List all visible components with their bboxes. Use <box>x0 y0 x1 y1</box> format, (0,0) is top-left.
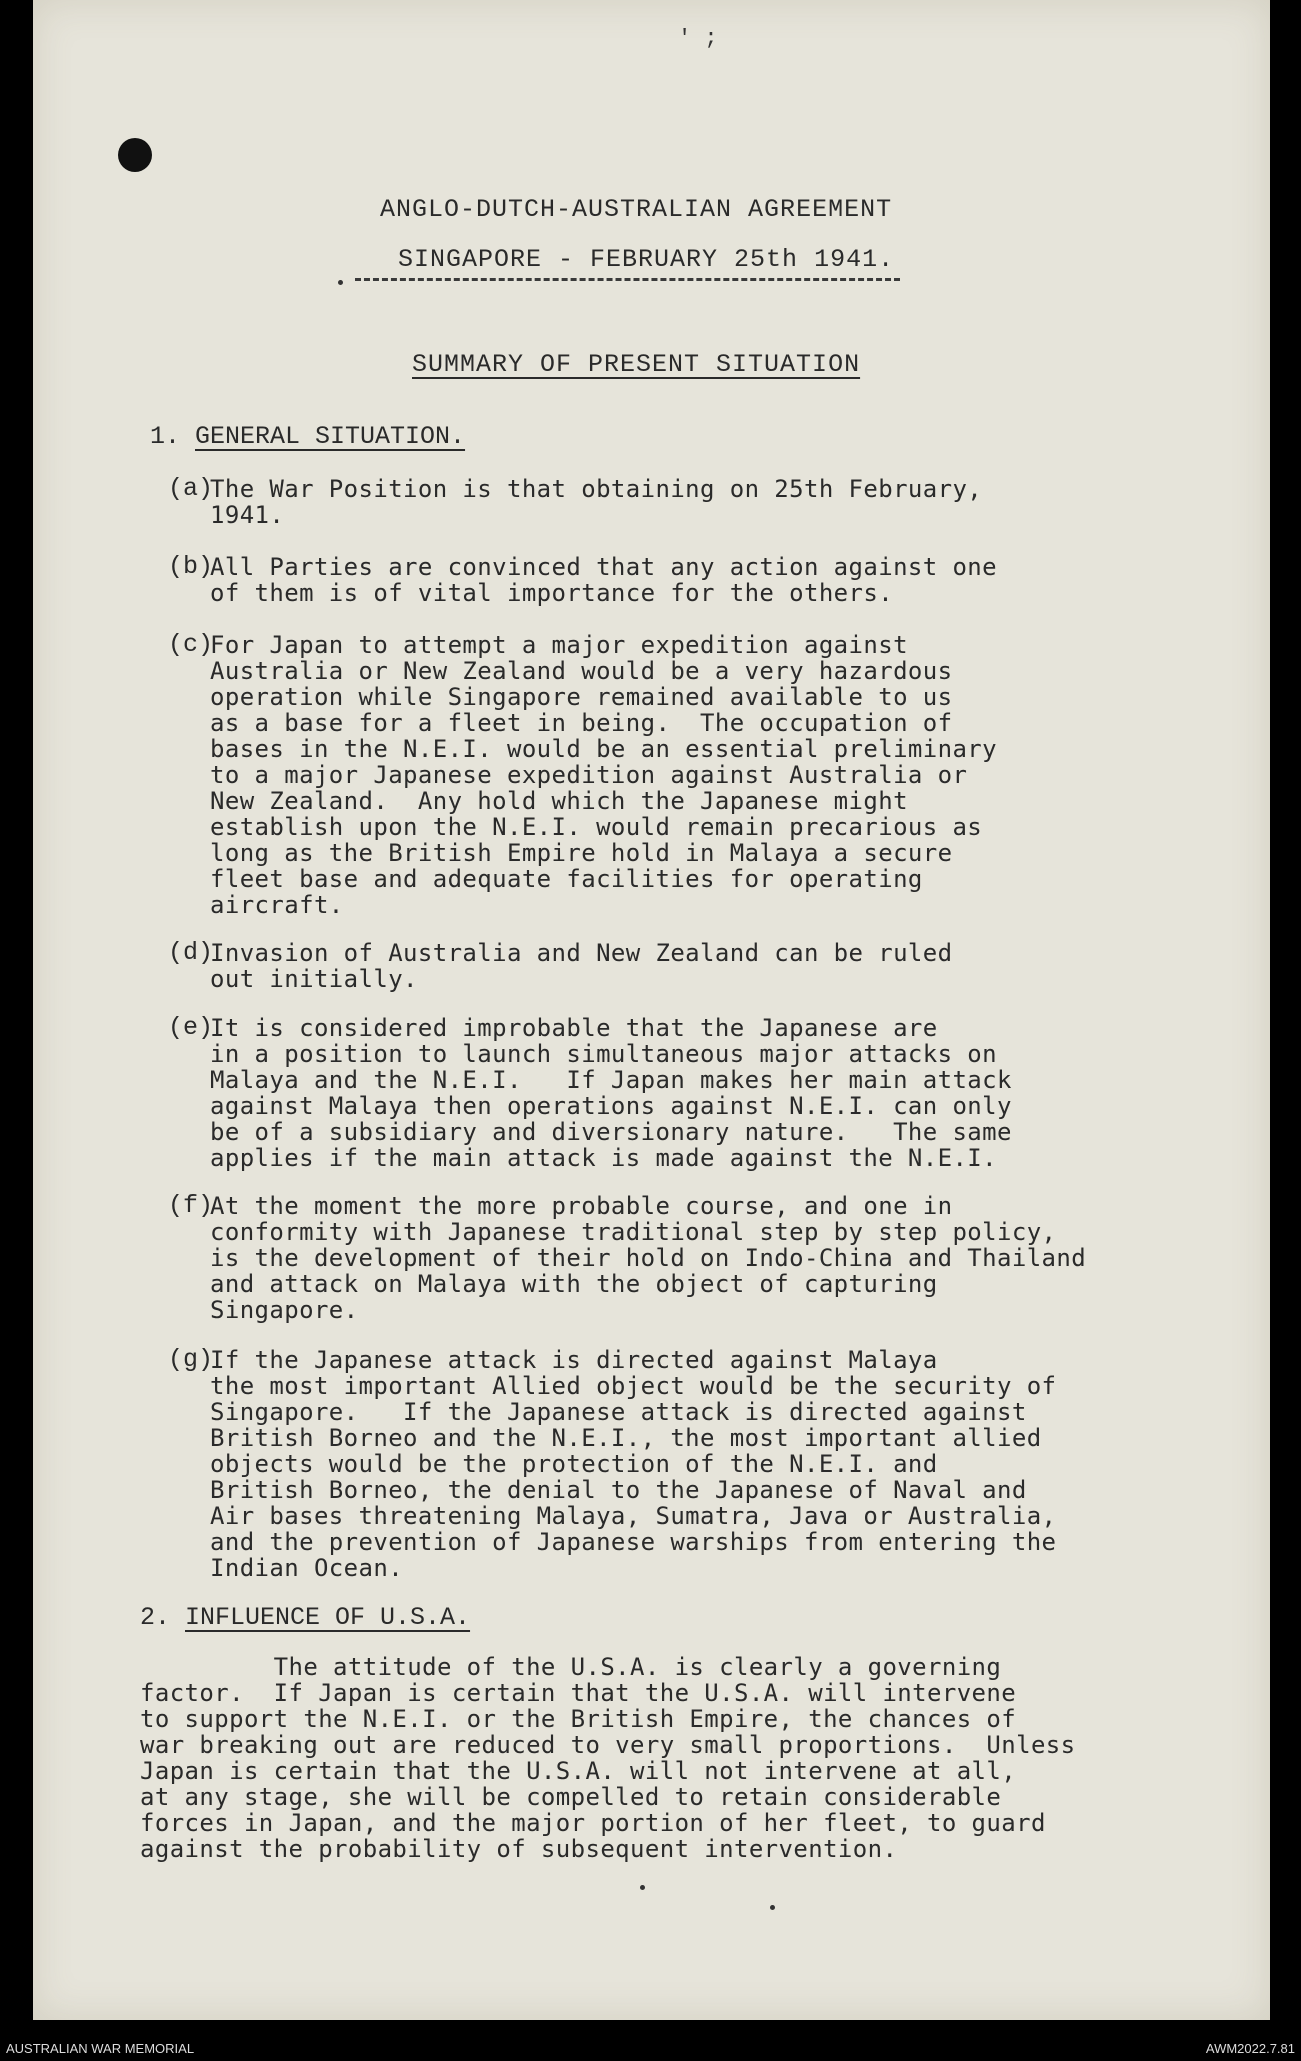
ink-dot <box>770 1905 775 1910</box>
item-d-label: (d) <box>168 938 214 967</box>
item-g-text: If the Japanese attack is directed against Malaya the most important Allied object would be the security of Singapore. If the Japanese attack is directed against British Borneo and the N.E.I., the most important allied objects would be the protection of the N.E.I. and British Borneo, the denial to the Japanese of Naval and Air bases threatening Malaya, Sumatra, Java or Australia, and the prevention of Japanese warships from entering the Indian Ocean. <box>210 1346 1057 1582</box>
item-c-label: (c) <box>168 630 214 659</box>
ink-dot <box>640 1885 645 1890</box>
footer-accession: AWM2022.7.81 <box>1205 2041 1295 2056</box>
dashed-rule <box>355 278 900 281</box>
item-f-text: At the moment the more probable course, and one in conformity with Japanese traditional step by step policy, is the development of their hold on Indo-China and Thailand and attack on Malaya with the object of capturing Singapore. <box>210 1192 1087 1324</box>
section2-heading: INFLUENCE OF U.S.A. <box>185 1603 471 1632</box>
item-g-label: (g) <box>168 1345 214 1374</box>
item-a-text: The War Position is that obtaining on 25th February, 1941. <box>210 475 983 529</box>
item-e-text: It is considered improbable that the Japanese are in a position to launch simultaneous major attacks on Malaya and the N.E.I. If Japan makes her main attack against Malaya then operations against N.E.I. can only be of a subsidiary and diversionary nature. The same applies if the main attack is made against the N.E.I. <box>210 1014 1012 1172</box>
section2-text: The attitude of the U.S.A. is clearly a governing factor. If Japan is certain that the U.S.A. will intervene to support the N.E.I. or the British Empire, the chances of war breaking out are reduced to very small proportions. Unless Japan is certain that the U.S.A. will not intervene at all, at any stage, she will be compelled to retain considerable forces in Japan, and the major portion of her fleet, to guard against the probability of subsequent intervention. <box>140 1653 1076 1863</box>
document-title: ANGLO-DUTCH-AUSTRALIAN AGREEMENT <box>380 195 893 224</box>
punch-hole <box>118 138 152 172</box>
item-b-label: (b) <box>168 552 214 581</box>
section2-number: 2. <box>140 1603 171 1632</box>
item-d-text: Invasion of Australia and New Zealand can be ruled out initially. <box>210 939 953 993</box>
summary-heading: SUMMARY OF PRESENT SITUATION <box>412 350 861 379</box>
document-subtitle: SINGAPORE - FEBRUARY 25th 1941. <box>398 245 895 274</box>
item-e-label: (e) <box>168 1013 214 1042</box>
item-b-text: All Parties are convinced that any action against one of them is of vital importance for the others. <box>210 553 998 607</box>
footer-credit: AUSTRALIAN WAR MEMORIAL <box>6 2041 195 2056</box>
item-a-label: (a) <box>168 474 214 503</box>
ink-dot <box>338 280 343 285</box>
section1-heading: GENERAL SITUATION. <box>195 422 466 451</box>
item-f-label: (f) <box>168 1191 214 1220</box>
section1-number: 1. <box>150 422 181 451</box>
top-mark: ' ; <box>678 26 718 51</box>
item-c-text: For Japan to attempt a major expedition against Australia or New Zealand would be a very hazardous operation while Singapore remained available to us as a base for a fleet in being. The occupation of bases in the N.E.I. would be an essential preliminary to a major Japanese expedition against Australia or New Zealand. Any hold which the Japanese might establish upon the N.E.I. would remain precarious as long as the British Empire hold in Malaya a secure fleet base and adequate facilities for operating aircraft. <box>210 631 998 919</box>
